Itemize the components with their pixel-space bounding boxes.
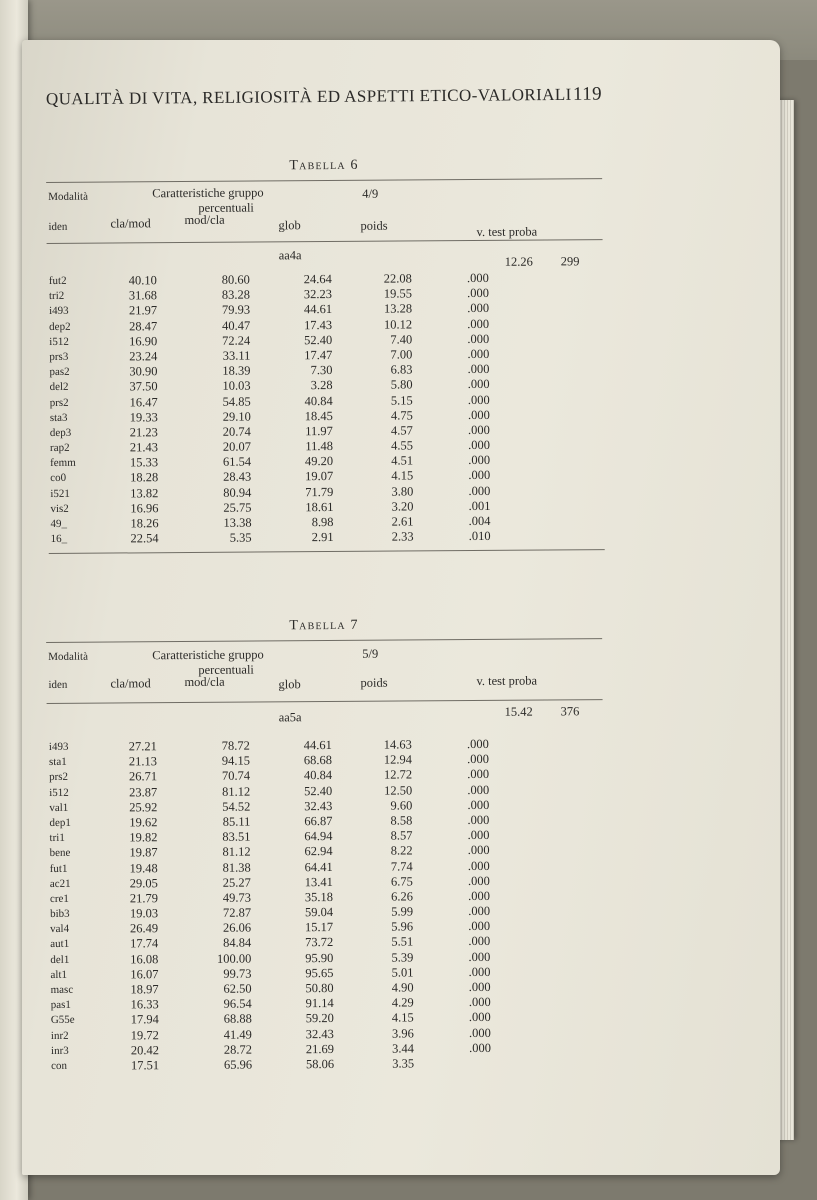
cell-mod-cla: 85.11 xyxy=(222,814,251,829)
cell-cla-mod: 29.05 xyxy=(129,875,158,891)
cell-cla-mod: 23.24 xyxy=(129,349,158,364)
cell-vtest-proba: .000 xyxy=(467,377,490,392)
cell-poids: 7.00 xyxy=(390,347,413,362)
cell-glob: 32.43 xyxy=(305,1026,334,1041)
cell-glob: 7.30 xyxy=(310,363,333,378)
cell-iden: cre1 xyxy=(49,892,69,905)
cell-vtest-proba: .000 xyxy=(467,331,490,346)
cell-glob: 64.94 xyxy=(304,829,333,844)
cell-mod-cla: 54.85 xyxy=(222,394,251,409)
cell-cla-mod: 21.79 xyxy=(129,891,158,906)
cell-glob: 35.18 xyxy=(304,889,333,905)
cell-glob: 66.87 xyxy=(304,813,333,829)
cell-mod-cla: 70.74 xyxy=(221,768,251,784)
header-modalita: Modalità xyxy=(48,190,89,203)
cell-poids: 6.83 xyxy=(390,362,413,377)
cell-poids: 4.75 xyxy=(390,408,413,423)
cell-iden: 49_ xyxy=(50,517,68,530)
cell-poids: 6.26 xyxy=(391,889,413,904)
cell-mod-cla: 54.52 xyxy=(222,799,251,814)
cell-mod-cla: 83.28 xyxy=(221,287,250,302)
cell-cla-mod: 16.07 xyxy=(130,967,159,982)
cell-vtest-proba: .000 xyxy=(467,752,490,767)
cell-poids: 4.51 xyxy=(391,453,414,468)
cell-mod-cla: 83.51 xyxy=(222,829,251,844)
cell-vtest-proba: .000 xyxy=(467,873,490,888)
cell-vtest-proba: .000 xyxy=(468,888,490,903)
cell-vtest-proba: .000 xyxy=(467,301,490,316)
cell-iden: dep3 xyxy=(49,426,72,439)
cell-cla-mod: 21.13 xyxy=(128,754,158,769)
cell-mod-cla: 84.84 xyxy=(223,936,252,951)
header-vtest-proba: v. test proba xyxy=(476,673,538,688)
cell-vtest-proba: .000 xyxy=(467,392,490,407)
cell-vtest-proba: .000 xyxy=(467,422,490,437)
cell-vtest-proba: .000 xyxy=(468,468,491,483)
cell-vtest-proba: .010 xyxy=(468,529,491,544)
cell-cla-mod: 17.51 xyxy=(130,1058,160,1073)
cell-glob: 68.68 xyxy=(303,753,333,768)
cell-vtest-proba: .000 xyxy=(468,934,491,949)
cell-poids: 5.01 xyxy=(391,965,414,980)
header-modalita: Modalità xyxy=(48,650,89,663)
cell-glob: 11.97 xyxy=(305,423,333,439)
cell-vtest-proba: .004 xyxy=(468,513,491,529)
cell-cla-mod: 18.97 xyxy=(130,982,159,997)
cell-glob: 8.98 xyxy=(311,515,334,530)
cell-vtest-proba: .000 xyxy=(468,949,491,964)
cell-iden: alt1 xyxy=(50,968,68,981)
cell-poids: 4.57 xyxy=(390,423,413,438)
cell-glob: 73.72 xyxy=(305,935,334,950)
cell-poids: 5.99 xyxy=(391,904,414,919)
table-body xyxy=(47,270,605,547)
cell-vtest-proba: .000 xyxy=(467,316,490,331)
cell-iden: G55e xyxy=(50,1014,75,1027)
cell-poids: 4.90 xyxy=(391,980,414,995)
cell-vtest-proba: .000 xyxy=(467,843,490,858)
cell-poids: 2.33 xyxy=(391,529,414,544)
cell-iden: i512 xyxy=(49,786,69,799)
cell-iden: sta1 xyxy=(48,756,67,769)
cell-glob: 18.45 xyxy=(304,408,333,423)
cell-cla-mod: 21.23 xyxy=(129,425,158,440)
cell-poids: 4.15 xyxy=(391,1010,414,1025)
header-caratteristiche: Caratteristiche gruppo xyxy=(152,647,264,663)
cell-glob: 62.94 xyxy=(304,844,333,859)
header-vtest-proba: v. test proba xyxy=(476,224,538,239)
table-6 xyxy=(46,156,605,554)
cell-mod-cla: 18.39 xyxy=(222,363,251,378)
cell-poids: 14.63 xyxy=(383,737,412,752)
cell-cla-mod: 25.92 xyxy=(129,799,158,815)
cell-vtest-proba: .000 xyxy=(468,453,491,468)
cell-glob: 15.17 xyxy=(304,920,334,935)
cell-mod-cla: 72.87 xyxy=(222,905,252,920)
cell-iden: i493 xyxy=(49,305,69,318)
cell-mod-cla: 79.93 xyxy=(221,302,251,318)
cell-vtest-proba: .000 xyxy=(468,903,491,919)
cell-glob: 21.69 xyxy=(305,1041,335,1056)
cell-iden: co0 xyxy=(50,472,67,485)
cell-mod-cla: 68.88 xyxy=(223,1011,252,1027)
cell-poids: 8.57 xyxy=(390,828,413,843)
cell-iden: fut2 xyxy=(48,274,67,287)
cell-cla-mod: 16.08 xyxy=(130,951,159,967)
cell-cla-mod: 23.87 xyxy=(129,784,158,799)
cell-poids: 7.40 xyxy=(390,332,413,347)
cell-iden: i512 xyxy=(49,335,69,348)
cell-mod-cla: 28.72 xyxy=(223,1042,253,1057)
cell-mod-cla: 25.75 xyxy=(223,500,252,515)
cell-mod-cla: 5.35 xyxy=(229,530,252,545)
cell-mod-cla: 62.50 xyxy=(223,981,252,996)
cell-mod-cla: 81.12 xyxy=(222,844,251,860)
cell-poids: 3.80 xyxy=(391,484,414,499)
cell-iden: fut1 xyxy=(49,862,68,875)
cell-vtest-proba: .000 xyxy=(467,797,490,812)
cell-iden: prs2 xyxy=(49,771,69,784)
cell-glob: 58.06 xyxy=(305,1056,335,1072)
cell-poids: 12.94 xyxy=(383,752,413,767)
header-mod-cla: mod/cla xyxy=(184,674,225,690)
cell-vtest-proba: .000 xyxy=(467,828,490,843)
cell-poids: 22.08 xyxy=(383,271,412,286)
cell-cla-mod: 20.42 xyxy=(130,1042,160,1058)
cell-poids: 9.60 xyxy=(390,798,413,813)
cell-vtest-proba: .000 xyxy=(469,1040,492,1055)
cell-glob: 52.40 xyxy=(304,332,333,347)
cell-mod-cla: 81.38 xyxy=(222,860,251,875)
cell-vtest-proba: .000 xyxy=(468,437,491,453)
cell-mod-cla: 33.11 xyxy=(222,348,251,363)
cluster-row xyxy=(47,240,603,269)
cell-cla-mod: 28.47 xyxy=(128,318,158,333)
cell-cla-mod: 13.82 xyxy=(130,485,159,501)
cell-poids: 5.15 xyxy=(390,392,413,408)
cell-glob: 95.90 xyxy=(305,950,334,965)
cell-vtest-proba: .000 xyxy=(466,736,489,752)
cell-poids: 12.72 xyxy=(383,767,413,783)
cell-glob: 13.41 xyxy=(304,874,333,889)
cell-iden: bib3 xyxy=(50,907,70,921)
header-group-fraction: 4/9 xyxy=(362,186,379,201)
cell-poids: 6.75 xyxy=(390,874,413,889)
cell-cla-mod: 26.49 xyxy=(129,921,159,936)
cell-cla-mod: 19.72 xyxy=(130,1027,159,1042)
cell-cla-mod: 31.68 xyxy=(128,288,157,303)
cell-vtest-proba: .000 xyxy=(468,964,491,979)
cell-mod-cla: 65.96 xyxy=(223,1057,253,1072)
cell-cla-mod: 17.94 xyxy=(130,1012,159,1027)
cell-poids: 12.50 xyxy=(384,783,413,798)
cell-cla-mod: 17.74 xyxy=(130,936,159,951)
cell-mod-cla: 13.38 xyxy=(223,515,252,530)
cluster-name: aa4a xyxy=(278,248,302,263)
cell-iden: pas2 xyxy=(49,365,70,379)
cell-glob: 19.07 xyxy=(305,469,334,484)
cell-iden: dep1 xyxy=(49,816,71,829)
running-title: QUALITÀ DI VITA, RELIGIOSITÀ ED ASPETTI ETICO-VALORIALI xyxy=(45,84,572,109)
cell-iden: bene xyxy=(49,847,71,860)
cell-mod-cla: 20.74 xyxy=(222,424,251,439)
cell-poids: 19.55 xyxy=(383,286,412,301)
cell-vtest-proba: .000 xyxy=(468,979,491,995)
cell-glob: 32.43 xyxy=(304,798,333,813)
header-cla-mod: cla/mod xyxy=(110,216,151,231)
table-header xyxy=(46,639,602,703)
cell-mod-cla: 29.10 xyxy=(222,409,251,424)
cell-iden: ac21 xyxy=(49,877,71,890)
cell-glob: 3.28 xyxy=(310,378,333,393)
cell-iden: del1 xyxy=(50,953,70,966)
cell-poids: 4.55 xyxy=(391,438,414,453)
cell-vtest-proba: .000 xyxy=(467,362,490,377)
cell-iden: dep2 xyxy=(49,320,71,333)
cell-glob: 59.20 xyxy=(305,1011,334,1026)
cell-iden: con xyxy=(51,1059,68,1072)
cell-glob: 32.23 xyxy=(303,287,332,302)
cell-vtest-proba: .000 xyxy=(467,407,490,422)
cell-iden: prs3 xyxy=(49,350,69,363)
cell-cla-mod: 19.82 xyxy=(129,830,158,845)
cell-vtest-proba: .000 xyxy=(467,812,490,827)
header-glob: glob xyxy=(278,218,301,233)
cell-mod-cla: 96.54 xyxy=(223,996,252,1011)
cell-glob: 71.79 xyxy=(305,484,334,499)
cell-iden: tri2 xyxy=(48,290,65,303)
table-header xyxy=(46,179,602,243)
cell-cla-mod: 19.48 xyxy=(129,860,158,875)
cell-iden: masc xyxy=(50,983,74,996)
cell-vtest-proba: .000 xyxy=(467,346,490,361)
cell-poids: 8.58 xyxy=(390,813,413,828)
cluster-count: 376 xyxy=(560,704,580,719)
cell-cla-mod: 15.33 xyxy=(129,455,159,470)
cell-poids: 4.15 xyxy=(391,468,414,484)
cell-glob: 59.04 xyxy=(304,905,334,920)
cell-poids: 3.35 xyxy=(392,1056,415,1071)
header-poids: poids xyxy=(360,218,388,233)
cell-vtest-proba: .000 xyxy=(468,1010,491,1025)
cell-vtest-proba: .000 xyxy=(467,286,489,301)
cell-mod-cla: 25.27 xyxy=(222,875,251,890)
cell-cla-mod: 19.87 xyxy=(129,845,158,860)
cell-mod-cla: 100.00 xyxy=(216,951,252,966)
cell-glob: 40.84 xyxy=(304,393,333,408)
cell-cla-mod: 40.10 xyxy=(128,273,157,288)
page-number: 119 xyxy=(572,83,603,105)
header-percentuali: percentuali xyxy=(198,662,254,677)
cell-cla-mod: 19.62 xyxy=(129,815,158,830)
header-percentuali: percentuali xyxy=(198,200,254,215)
cell-cla-mod: 16.47 xyxy=(129,394,158,409)
cell-iden: vis2 xyxy=(50,502,69,515)
cell-mod-cla: 41.49 xyxy=(223,1027,252,1042)
cell-cla-mod: 19.03 xyxy=(129,906,159,921)
cell-poids: 5.39 xyxy=(391,950,414,965)
cell-mod-cla: 10.03 xyxy=(222,378,251,394)
cell-cla-mod: 37.50 xyxy=(129,379,158,394)
cell-vtest-proba: .000 xyxy=(467,782,490,797)
cell-vtest-proba: .001 xyxy=(468,498,491,513)
cell-vtest-proba: .000 xyxy=(466,270,489,286)
header-group-fraction: 5/9 xyxy=(362,646,379,661)
cell-iden: inr2 xyxy=(50,1029,69,1042)
cell-poids: 3.44 xyxy=(392,1041,415,1056)
cell-glob: 52.40 xyxy=(304,783,333,798)
cell-vtest-proba: .000 xyxy=(468,919,491,934)
cell-glob: 64.41 xyxy=(304,859,333,874)
cell-mod-cla: 80.94 xyxy=(223,485,252,500)
cell-poids: 3.20 xyxy=(391,499,414,514)
cell-glob: 17.43 xyxy=(303,317,333,332)
cell-poids: 5.51 xyxy=(391,934,414,950)
cell-poids: 5.80 xyxy=(390,377,413,392)
cell-cla-mod: 21.43 xyxy=(129,440,159,455)
cell-vtest-proba: .000 xyxy=(468,1025,491,1040)
cell-glob: 50.80 xyxy=(305,981,334,996)
cell-iden: val1 xyxy=(49,801,69,814)
cell-mod-cla: 78.72 xyxy=(221,738,250,753)
cell-iden: i493 xyxy=(48,740,69,753)
table-body xyxy=(47,736,605,1074)
cluster-vtest: 15.42 xyxy=(504,704,533,719)
cell-poids: 10.12 xyxy=(383,317,413,332)
cell-cla-mod: 18.26 xyxy=(130,516,159,531)
table-title: Tabella 6 xyxy=(289,157,359,174)
cell-iden: rap2 xyxy=(49,441,70,455)
cell-glob: 18.61 xyxy=(305,499,334,515)
cell-glob: 91.14 xyxy=(305,996,334,1011)
cell-glob: 11.48 xyxy=(305,439,334,454)
cell-poids: 13.28 xyxy=(383,301,413,317)
cell-mod-cla: 28.43 xyxy=(223,470,252,485)
cell-glob: 44.61 xyxy=(303,302,333,317)
cell-iden: 16_ xyxy=(50,533,68,546)
cell-cla-mod: 16.96 xyxy=(130,501,159,516)
cell-vtest-proba: .000 xyxy=(468,483,491,498)
cell-poids: 7.74 xyxy=(390,858,413,874)
cell-iden: i521 xyxy=(50,487,70,500)
cell-poids: 3.96 xyxy=(391,1026,414,1041)
cell-iden: del2 xyxy=(49,381,69,394)
table-row xyxy=(49,528,605,547)
cell-mod-cla: 72.24 xyxy=(222,333,251,348)
cell-iden: pas1 xyxy=(50,999,71,1012)
header-caratteristiche: Caratteristiche gruppo xyxy=(152,185,264,201)
cell-poids: 2.61 xyxy=(391,514,414,529)
cell-mod-cla: 20.07 xyxy=(222,439,252,454)
cell-cla-mod: 16.33 xyxy=(130,997,159,1012)
cell-iden: sta3 xyxy=(49,411,68,424)
cell-mod-cla: 40.47 xyxy=(221,318,251,333)
cell-cla-mod: 26.71 xyxy=(128,769,158,784)
cell-poids: 4.29 xyxy=(391,995,414,1010)
cell-cla-mod: 19.33 xyxy=(129,409,158,425)
header-poids: poids xyxy=(360,675,388,690)
cluster-row xyxy=(47,700,603,726)
cell-glob: 17.47 xyxy=(304,347,333,363)
cell-cla-mod: 16.90 xyxy=(129,333,158,349)
cell-glob: 44.61 xyxy=(303,738,332,753)
cell-mod-cla: 94.15 xyxy=(221,753,251,768)
cell-mod-cla: 61.54 xyxy=(222,454,252,470)
cell-glob: 49.20 xyxy=(304,454,334,469)
cell-iden: inr3 xyxy=(50,1044,69,1057)
cell-cla-mod: 30.90 xyxy=(129,364,158,379)
header-mod-cla: mod/cla xyxy=(184,212,225,228)
cell-glob: 95.65 xyxy=(305,965,334,981)
header-cla-mod: cla/mod xyxy=(110,676,151,691)
cell-glob: 2.91 xyxy=(311,530,334,545)
cell-iden: prs2 xyxy=(49,396,69,409)
header-iden: iden xyxy=(48,220,68,233)
cell-mod-cla: 26.06 xyxy=(222,920,252,936)
cell-iden: tri1 xyxy=(49,831,65,845)
cell-glob: 40.84 xyxy=(303,768,333,783)
cell-mod-cla: 80.60 xyxy=(221,272,250,287)
cell-vtest-proba: .000 xyxy=(467,858,490,873)
cluster-vtest: 12.26 xyxy=(504,254,533,269)
cell-mod-cla: 99.73 xyxy=(223,966,252,981)
cluster-count: 299 xyxy=(560,254,580,269)
table-7 xyxy=(46,616,605,1074)
cell-mod-cla: 49.73 xyxy=(222,890,251,905)
cluster-name: aa5a xyxy=(278,710,302,725)
cell-vtest-proba: .000 xyxy=(467,767,490,782)
cell-glob: 24.64 xyxy=(303,272,332,287)
cell-iden: val4 xyxy=(50,923,70,936)
cell-iden: femm xyxy=(50,457,76,470)
cell-iden: aut1 xyxy=(50,938,70,951)
cell-poids: 8.22 xyxy=(390,843,413,858)
cell-cla-mod: 21.97 xyxy=(128,303,158,318)
cell-poids: 5.96 xyxy=(391,919,414,934)
cell-mod-cla: 81.12 xyxy=(222,784,251,799)
table-title: Tabella 7 xyxy=(289,617,359,634)
cell-vtest-proba: .000 xyxy=(468,995,491,1010)
header-glob: glob xyxy=(278,677,301,692)
cell-cla-mod: 27.21 xyxy=(128,739,157,754)
cell-cla-mod: 22.54 xyxy=(130,531,159,546)
header-iden: iden xyxy=(48,678,68,691)
cell-cla-mod: 18.28 xyxy=(130,470,159,485)
